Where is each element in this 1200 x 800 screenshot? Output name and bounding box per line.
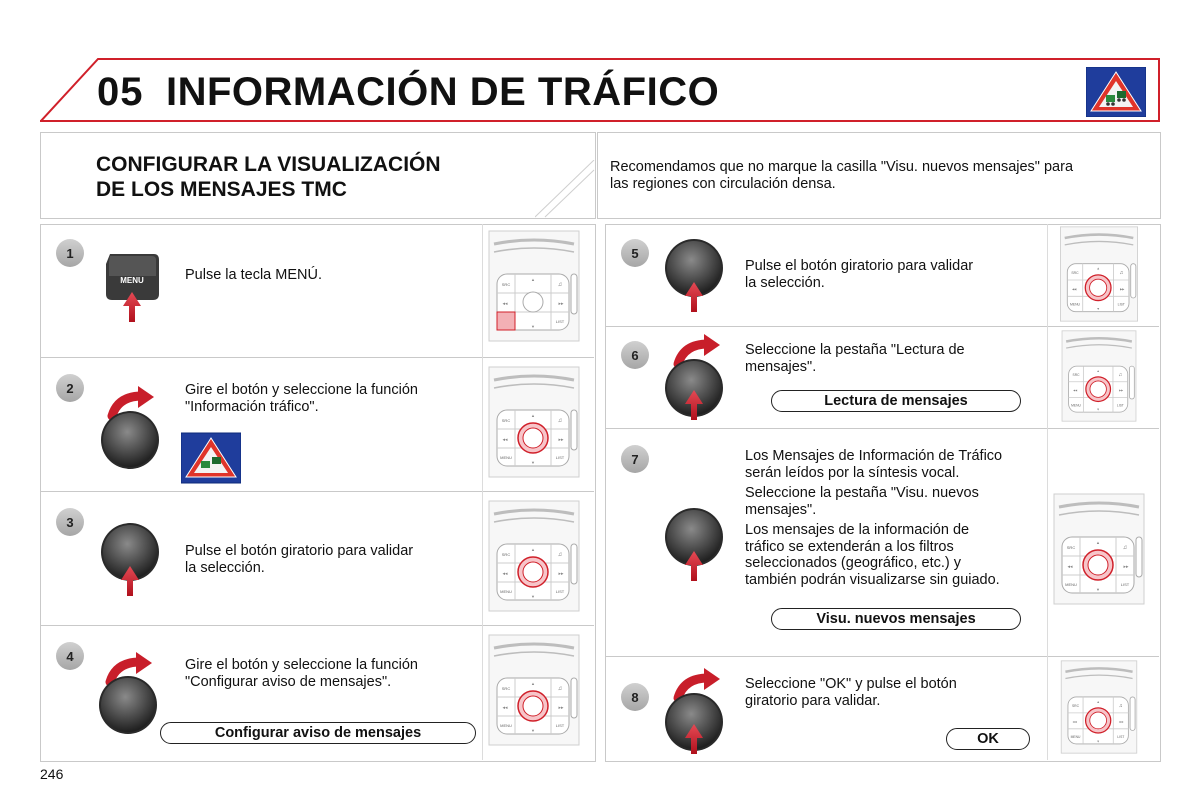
radio-panel-thumbnail	[488, 366, 580, 478]
section-note	[610, 159, 1140, 193]
step-instruction	[185, 657, 418, 690]
push-knob-icon	[100, 522, 162, 598]
step-text-line: también podrán visualizarse sin guiado.	[745, 571, 1000, 588]
push-knob-icon	[664, 507, 726, 583]
radio-panel-thumbnail	[1053, 330, 1145, 422]
step-badge: 2	[56, 374, 84, 402]
step-badge: 3	[56, 508, 84, 536]
rotate-knob-icon	[664, 662, 726, 758]
step-text-line: giratorio para validar.	[745, 692, 881, 709]
step-text-line: Seleccione la pestaña "Lectura de	[745, 342, 965, 358]
step-badge: 4	[56, 642, 84, 670]
traffic-info-icon	[1086, 67, 1146, 117]
thumb-cell-border	[482, 224, 483, 760]
step-badge: 7	[621, 445, 649, 473]
traffic-info-icon	[181, 432, 241, 484]
visu-nuevos-mensajes-tab[interactable]: Visu. nuevos mensajes	[771, 608, 1021, 630]
step-instruction	[745, 258, 973, 291]
thumb-cell-border	[1047, 224, 1048, 760]
lectura-mensajes-tab[interactable]: Lectura de mensajes	[771, 390, 1021, 412]
step-text-line: la selección.	[745, 274, 825, 291]
step-text-line: Pulse el botón giratorio para validar	[185, 543, 414, 559]
section-title-line: CONFIGURAR LA VISUALIZACIÓN	[96, 153, 441, 176]
radio-panel-thumbnail	[488, 634, 580, 746]
step-instruction	[185, 543, 413, 576]
step-badge: 8	[621, 683, 649, 711]
step-text-line: mensajes".	[745, 501, 817, 518]
step-text-line: Gire el botón y seleccione la función	[185, 657, 418, 673]
divider	[41, 357, 594, 358]
step-badge: 1	[56, 239, 84, 267]
step-text-line: mensajes".	[745, 358, 817, 375]
section-note-line: las regiones con circulación densa.	[610, 176, 836, 192]
configurar-aviso-tab[interactable]: Configurar aviso de mensajes	[160, 722, 476, 744]
ok-button[interactable]: OK	[946, 728, 1030, 750]
radio-panel-thumbnail	[1053, 226, 1145, 322]
divider	[606, 326, 1159, 327]
page-number: 246	[40, 766, 64, 782]
step-text-line: la selección.	[185, 559, 265, 576]
divider	[606, 656, 1159, 657]
step-text-line: "Configurar aviso de mensajes".	[185, 673, 392, 690]
step-instruction	[745, 448, 1002, 588]
step-text-line: Seleccione la pestaña "Visu. nuevos	[745, 485, 979, 501]
chapter-number: 05	[97, 70, 144, 114]
step-text-line: Seleccione "OK" y pulse el botón	[745, 676, 957, 692]
step-text-line: seleccionados (geográfico, etc.) y	[745, 555, 961, 571]
rotate-knob-icon	[664, 328, 726, 424]
divider	[41, 625, 594, 626]
divider	[41, 491, 594, 492]
radio-panel-thumbnail	[488, 230, 580, 342]
step-text-line: Gire el botón y seleccione la función	[185, 382, 418, 398]
section-panel-fold	[535, 160, 595, 218]
step-text-line: serán leídos por la síntesis vocal.	[745, 464, 960, 481]
section-note-line: Recomendamos que no marque la casilla "Visu. nuevos mensajes" para	[610, 159, 1074, 175]
step-badge: 5	[621, 239, 649, 267]
step-badge: 6	[621, 341, 649, 369]
chapter-title: INFORMACIÓN DE TRÁFICO	[166, 70, 720, 114]
step-text-line: tráfico se extenderán a los filtros	[745, 538, 954, 555]
svg-text:MENU: MENU	[120, 276, 144, 285]
rotate-knob-icon	[100, 382, 162, 472]
divider	[606, 428, 1159, 429]
rotate-knob-icon	[98, 648, 160, 736]
step-text-line: Los Mensajes de Información de Tráfico	[745, 448, 1003, 464]
step-text-line: Pulse el botón giratorio para validar	[745, 258, 974, 274]
step-text-line: "Información tráfico".	[185, 398, 319, 415]
step-instruction	[745, 342, 965, 375]
menu-key-icon	[104, 254, 160, 326]
step-text-line: Pulse la tecla MENÚ.	[185, 267, 322, 283]
section-title-line: DE LOS MENSAJES TMC	[96, 178, 347, 201]
push-knob-icon	[664, 238, 726, 314]
radio-panel-thumbnail	[1053, 493, 1145, 605]
step-instruction	[185, 382, 418, 415]
step-instruction	[185, 267, 322, 284]
step-text-line: Los mensajes de la información de	[745, 522, 970, 538]
section-title	[96, 152, 526, 202]
radio-panel-thumbnail	[488, 500, 580, 612]
step-instruction	[745, 676, 957, 709]
radio-panel-thumbnail	[1053, 660, 1145, 754]
